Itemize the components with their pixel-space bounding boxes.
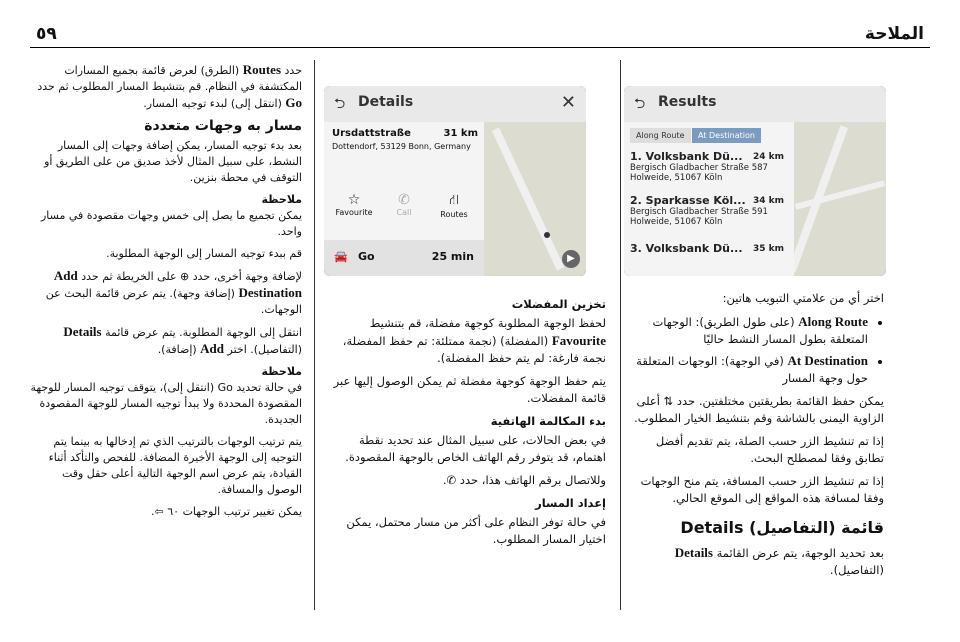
paragraph: يمكن حفظ القائمة بطريقتين مختلفتين. حدد ⇅ أعلى الزاوية اليمنى بالشاشة وقم بتنشيط الخيار المطلوب. — [634, 394, 884, 425]
note-heading: ملاحظة — [261, 193, 302, 206]
term: At Destination — [787, 353, 868, 368]
back-icon: ⮌ — [334, 96, 346, 112]
page-number: ٥٩ — [36, 24, 57, 44]
section-heading: بدء المكالمة الهاتفية — [490, 414, 606, 428]
street-name: Ursdattstraße — [332, 128, 411, 139]
call-button[interactable] — [384, 192, 424, 217]
paragraph — [30, 62, 302, 112]
column-right — [628, 290, 884, 585]
text: حدد — [284, 64, 302, 77]
favourite-label: Favourite — [335, 208, 373, 217]
paragraph: يمكن تغيير ترتيب الوجهات ٦٠ ⇦. — [151, 505, 302, 518]
list-item[interactable] — [630, 150, 784, 183]
paragraph: يمكن تجميع ما يصل إلى خمس وجهات مقصودة في مسار واحد. — [41, 209, 302, 238]
result-address: Holweide, 51067 Köln — [630, 217, 723, 227]
section-heading-ar: قائمة (التفاصيل) — [749, 518, 884, 537]
routes-icon: ⛙ — [449, 192, 459, 208]
term-desc: (في الوجهة): الوجهات المتعلقة حول وجهة المسار — [636, 354, 868, 385]
close-icon[interactable]: ✕ — [560, 92, 576, 113]
results-header — [624, 86, 886, 123]
term: Details — [63, 324, 102, 339]
result-name: 3. Volksbank Dü... — [630, 242, 743, 255]
section-heading — [628, 519, 884, 536]
paragraph: في بعض الحالات، على سبيل المثال عند تحديد نقطة اهتمام، قد يتوفر رقم الهاتف الخاص بالوجهة المقصودة. — [345, 433, 606, 464]
tab-along-route[interactable]: Along Route — [630, 128, 691, 143]
list-item — [628, 313, 868, 348]
text: (إضافة وجهة). يتم عرض قائمة البحث عن الوجهات. — [45, 287, 302, 316]
paragraph — [30, 268, 302, 318]
section-heading-en: Details — [680, 518, 744, 537]
term: Along Route — [798, 314, 868, 329]
results-map — [794, 122, 886, 276]
paragraph: إذا تم تنشيط الزر حسب المسافة، يتم منح الوجهات وفقا لمسافة هذه المواقع إلى الموقع الحالي. — [640, 474, 884, 505]
list-item — [628, 352, 868, 387]
column-middle — [324, 290, 606, 554]
text: (التفاصيل). — [829, 563, 884, 577]
details-panel — [324, 122, 484, 240]
map-road — [795, 180, 885, 210]
address: Dottendorf, 53129 Bonn, Germany — [332, 142, 471, 151]
text: بعد تحديد الوجهة، يتم عرض القائمة — [716, 546, 884, 560]
call-label: Call — [396, 208, 412, 217]
text: (إضافة). — [157, 343, 197, 356]
routes-button[interactable] — [434, 192, 474, 219]
paragraph — [628, 544, 884, 579]
paragraph: إذا تم تنشيط الزر حسب الصلة، يتم تقديم أفضل تطابق وفقا لمصطلح البحث. — [655, 434, 884, 465]
term: Add — [200, 341, 225, 356]
result-distance: 34 km — [752, 196, 784, 206]
star-icon: ☆ — [347, 192, 361, 208]
list-item[interactable] — [630, 242, 784, 255]
paragraph: بعد بدء توجيه المسار، يمكن إضافة وجهات إلى المسار النشط، على سبيل المثال لأخذ صديق من على الطريق أو التوقف في محطة بنزين. — [44, 139, 302, 184]
results-list — [624, 122, 794, 276]
favourite-button[interactable] — [334, 192, 374, 217]
result-address: Bergisch Gladbacher Straße 591 — [630, 207, 768, 217]
column-divider-right — [620, 60, 621, 610]
results-screenshot — [624, 86, 886, 276]
result-name: 1. Volksbank Dü... — [630, 150, 743, 163]
term: Details — [674, 545, 713, 560]
details-header — [324, 86, 586, 123]
go-label: Go — [358, 250, 375, 263]
details-title: Details — [358, 94, 414, 110]
paragraph: يتم ترتيب الوجهات بالترتيب الذي تم إدخالها به بينما يتم التوجيه إلى الوجهة الأخيرة المضافة. للفحص والتأكد أثناء القيادة، يتم عرض اسم الوجهة التالية أعلى حقل وقت الوصول والمسافة. — [48, 435, 302, 496]
text: لإضافة وجهة أخرى، حدد ⊕ على الخريطة ثم حدد — [81, 270, 302, 283]
section-heading: مسار به وجهات متعددة — [144, 118, 302, 134]
term-desc: (على طول الطريق): الوجهات المتعلقة بطول المسار النشط حاليًا — [652, 315, 868, 346]
paragraph: اختر أي من علامتي التبويب هاتين: — [722, 291, 884, 305]
term: Add Destination — [53, 268, 302, 300]
map-road — [492, 128, 564, 271]
column-divider-left — [314, 60, 315, 610]
result-address: Holweide, 51067 Köln — [630, 173, 723, 183]
header-rule — [30, 47, 930, 48]
tab-at-destination[interactable]: At Destination — [692, 128, 761, 143]
location-icon[interactable]: ▶ — [562, 250, 580, 268]
paragraph: في حالة توفر النظام على أكثر من مسار محتمل، يمكن اختيار المسار المطلوب. — [346, 515, 606, 546]
paragraph — [30, 324, 302, 358]
paragraph: وللاتصال برقم الهاتف هذا، حدد ✆. — [442, 473, 606, 487]
page-title: الملاحة — [864, 24, 924, 44]
phone-icon: ✆ — [398, 192, 410, 208]
result-distance: 35 km — [752, 244, 784, 254]
note-heading: إعداد المسار — [535, 496, 606, 510]
bullet-list — [628, 313, 884, 387]
paragraph: قم ببدء توجيه المسار إلى الوجهة المطلوبة. — [106, 247, 302, 260]
term: Favourite — [551, 333, 606, 348]
go-button[interactable] — [324, 240, 484, 276]
note-heading: ملاحظة — [261, 365, 302, 378]
text: (المفضلة) (نجمة ممتلئة: تم حفظ المفضلة، نجمة فارغة: لم يتم حفظ المفضلة). — [342, 334, 606, 365]
distance: 31 km — [443, 128, 478, 139]
map-marker-icon — [544, 232, 550, 238]
paragraph — [324, 315, 606, 367]
text: (انتقل إلى) لبدء توجيه المسار. — [143, 97, 282, 110]
details-map — [484, 122, 586, 276]
car-icon: 🚘 — [334, 250, 348, 263]
term: Routes — [242, 62, 282, 77]
back-icon: ⮌ — [634, 96, 646, 112]
result-address: Bergisch Gladbacher Straße 587 — [630, 163, 768, 173]
details-screenshot — [324, 86, 586, 276]
text: (التفاصيل). اختر — [227, 343, 302, 356]
list-item[interactable] — [630, 194, 784, 227]
column-left — [30, 62, 302, 526]
text: انتقل إلى الوجهة المطلوبة. يتم عرض قائمة — [105, 326, 302, 339]
text: لحفظ الوجهة المطلوبة كوجهة مفضلة، قم بتنشيط — [369, 316, 606, 330]
result-distance: 24 km — [752, 152, 784, 162]
routes-label: Routes — [440, 210, 468, 219]
paragraph: يتم حفظ الوجهة كوجهة مفضلة ثم يمكن الوصول إليها عبر قائمة المفضلات. — [333, 374, 606, 405]
paragraph: في حالة تحديد Go (انتقل إلى)، يتوقف توجيه المسار للوجهة المقصودة المحددة ولا يبدأ توجيه المسار للوجهة المقصودة الجديدة. — [30, 381, 302, 426]
travel-time: 25 min — [431, 250, 474, 263]
text: (الطرق) لعرض قائمة بجميع المسارات المكتشفة في النظام. قم بتنشيط المسار المطلوب ثم حدد — [37, 64, 302, 93]
result-name: 2. Sparkasse Köl... — [630, 194, 746, 207]
section-heading: تخزين المفضلات — [511, 297, 606, 311]
results-title: Results — [658, 94, 717, 110]
term: Go — [285, 95, 302, 110]
